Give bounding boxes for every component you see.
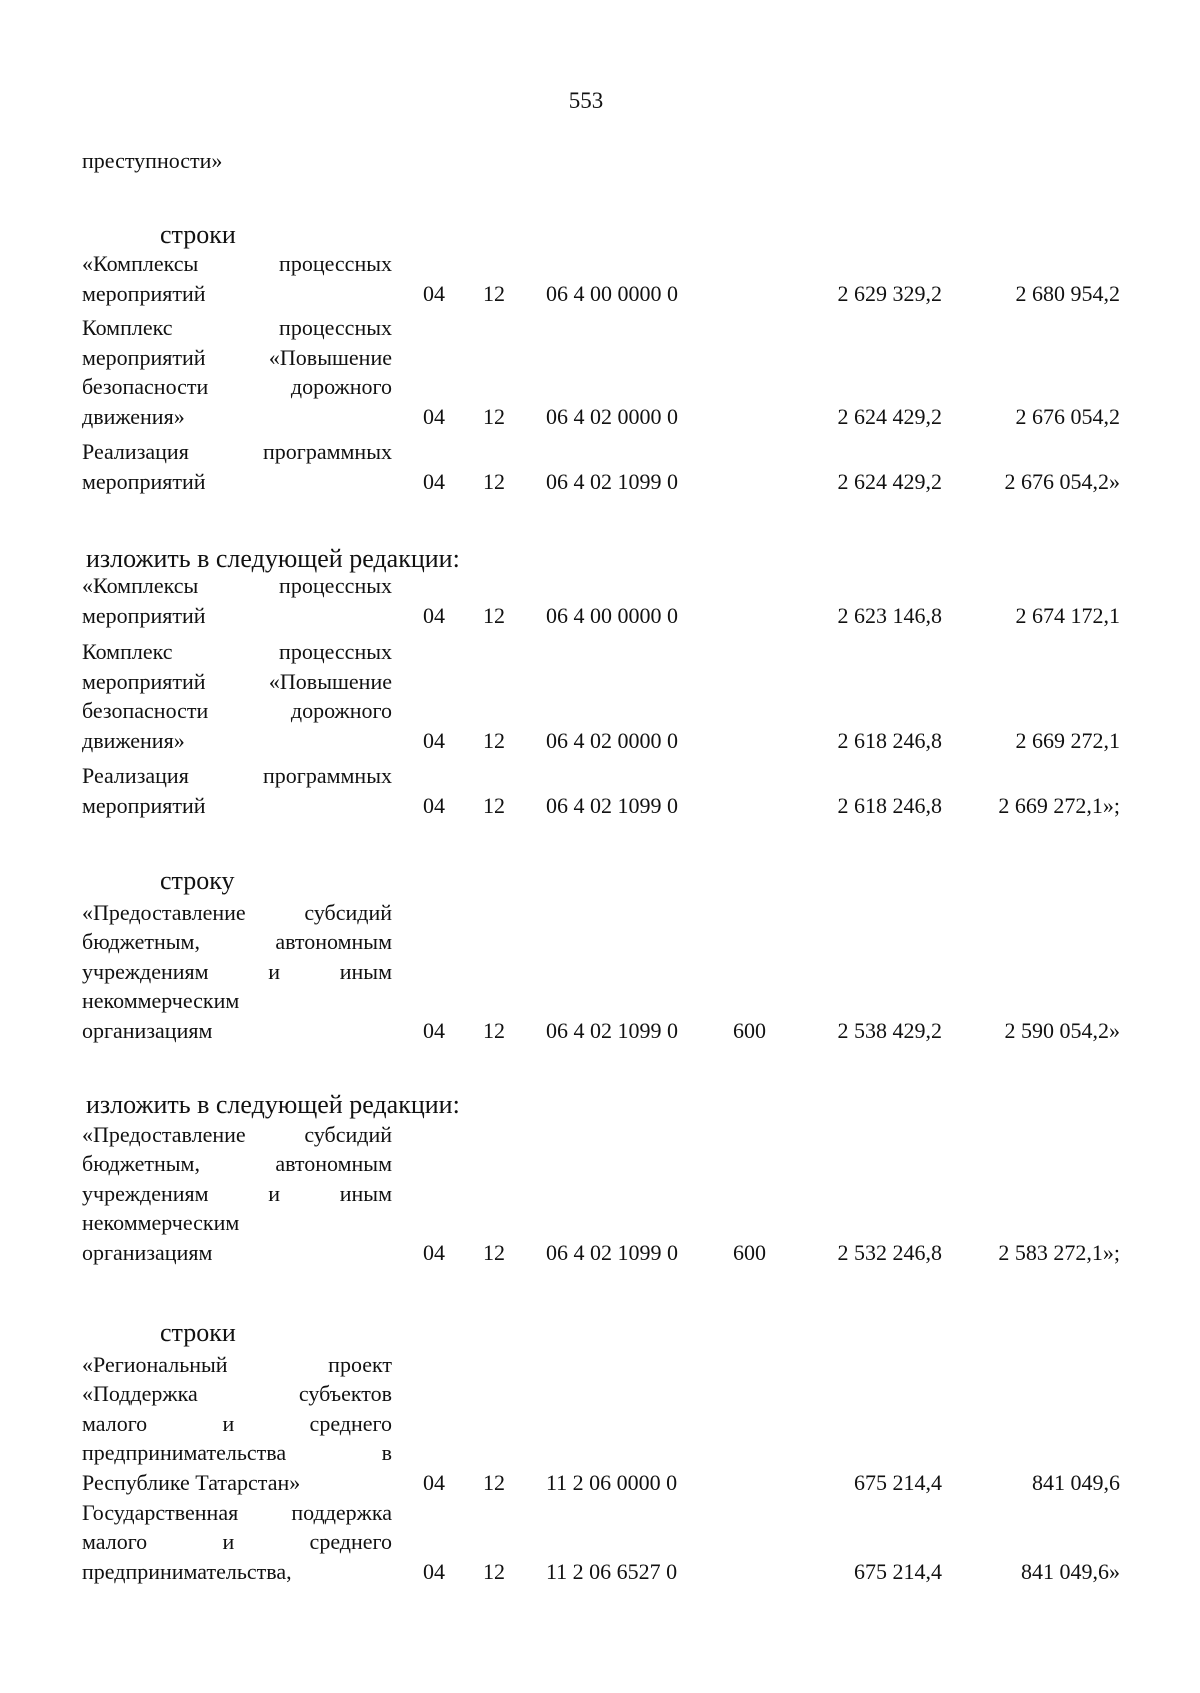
section-heading: строки	[160, 1318, 236, 1347]
budget-row	[0, 763, 1200, 820]
amount-year-2: 2 583 272,1»;	[998, 1239, 1120, 1265]
row-name-line: «Предоставление субсидий	[82, 1121, 392, 1147]
subsection-code: 12	[483, 468, 505, 494]
row-name-line: «Поддержка субъектов	[82, 1381, 392, 1406]
target-article-code: 06 4 02 1099 0	[546, 1017, 678, 1043]
row-name-line: мероприятий	[82, 280, 206, 306]
subsection-code: 12	[483, 1558, 505, 1584]
budget-row	[0, 899, 1200, 1045]
row-name	[82, 637, 392, 755]
amount-year-1: 675 214,4	[854, 1469, 942, 1495]
budget-row	[0, 573, 1200, 630]
row-name-line: мероприятий «Повышение	[82, 668, 392, 694]
row-name-line: «Региональный проект	[82, 1351, 392, 1377]
amount-year-2: 2 676 054,2»	[1004, 468, 1120, 494]
row-name-line: Реализация программных	[82, 439, 392, 464]
amount-year-2: 2 676 054,2	[1015, 403, 1120, 429]
subsection-code: 12	[483, 403, 505, 429]
subsection-code: 12	[483, 1469, 505, 1495]
subsection-code: 12	[483, 280, 505, 306]
target-article-code: 06 4 02 1099 0	[546, 792, 678, 818]
row-name	[82, 1120, 392, 1268]
expense-type-code: 600	[733, 1239, 766, 1265]
section-heading: изложить в следующей редакции:	[86, 1090, 460, 1119]
budget-row	[0, 315, 1200, 431]
budget-row	[0, 1121, 1200, 1267]
budget-row	[0, 1351, 1200, 1497]
amount-year-1: 2 629 329,2	[837, 280, 942, 306]
section-code: 04	[423, 1017, 445, 1043]
target-article-code: 11 2 06 0000 0	[546, 1469, 678, 1495]
row-name	[82, 898, 392, 1046]
amount-year-2: 2 680 954,2	[1015, 280, 1120, 306]
budget-row	[0, 439, 1200, 496]
amount-year-1: 675 214,4	[854, 1558, 942, 1584]
amount-year-2: 2 590 054,2»	[1004, 1017, 1120, 1043]
amount-year-1: 2 618 246,8	[837, 727, 942, 753]
target-article-code: 11 2 06 6527 0	[546, 1558, 678, 1584]
amount-year-1: 2 538 429,2	[837, 1017, 942, 1043]
row-name-line: мероприятий	[82, 468, 206, 494]
row-name-line: Комплекс процессных	[82, 315, 392, 340]
target-article-code: 06 4 02 1099 0	[546, 1239, 678, 1265]
section-code: 04	[423, 1558, 445, 1584]
row-name-line: малого и среднего	[82, 1529, 392, 1554]
subsection-code: 12	[483, 792, 505, 818]
section-code: 04	[423, 727, 445, 753]
row-name-line: мероприятий	[82, 792, 206, 818]
row-name	[82, 437, 392, 496]
row-name-line: некоммерческим	[82, 988, 240, 1013]
row-name-line: безопасности дорожного	[82, 698, 392, 723]
budget-row	[0, 1499, 1200, 1586]
row-name	[82, 761, 392, 820]
amount-year-1: 2 624 429,2	[837, 468, 942, 494]
preceding-text: преступности»	[82, 148, 223, 173]
row-name-line: Реализация программных	[82, 763, 392, 788]
row-name	[82, 1498, 392, 1587]
amount-year-1: 2 623 146,8	[837, 602, 942, 628]
amount-year-2: 2 674 172,1	[1015, 602, 1120, 628]
row-name-line: мероприятий «Повышение	[82, 344, 392, 370]
row-name	[82, 571, 392, 630]
row-name-line: Государственная поддержка	[82, 1499, 392, 1525]
amount-year-1: 2 532 246,8	[837, 1239, 942, 1265]
section-heading: строки	[160, 220, 236, 249]
row-name-line: движения»	[82, 403, 185, 429]
row-name-line: Республике Татарстан»	[82, 1469, 301, 1495]
row-name-line: предпринимательства в	[82, 1440, 392, 1465]
row-name-line: движения»	[82, 727, 185, 753]
row-name-line: «Предоставление субсидий	[82, 899, 392, 925]
target-article-code: 06 4 02 1099 0	[546, 468, 678, 494]
row-name-line: некоммерческим	[82, 1210, 240, 1235]
subsection-code: 12	[483, 1017, 505, 1043]
amount-year-1: 2 624 429,2	[837, 403, 942, 429]
row-name-line: учреждениям и иным	[82, 1180, 392, 1206]
budget-row	[0, 251, 1200, 308]
row-name-line: мероприятий	[82, 602, 206, 628]
target-article-code: 06 4 02 0000 0	[546, 403, 678, 429]
amount-year-2: 841 049,6»	[1021, 1558, 1120, 1584]
target-article-code: 06 4 00 0000 0	[546, 280, 678, 306]
section-code: 04	[423, 468, 445, 494]
section-heading: изложить в следующей редакции:	[86, 544, 460, 573]
row-name-line: бюджетным, автономным	[82, 929, 392, 954]
expense-type-code: 600	[733, 1017, 766, 1043]
section-code: 04	[423, 403, 445, 429]
row-name-line: Комплекс процессных	[82, 639, 392, 664]
row-name-line: организациям	[82, 1017, 213, 1043]
section-code: 04	[423, 602, 445, 628]
row-name-line: бюджетным, автономным	[82, 1151, 392, 1176]
row-name	[82, 249, 392, 308]
amount-year-2: 2 669 272,1»;	[998, 792, 1120, 818]
amount-year-1: 2 618 246,8	[837, 792, 942, 818]
row-name-line: безопасности дорожного	[82, 374, 392, 399]
row-name	[82, 313, 392, 431]
target-article-code: 06 4 02 0000 0	[546, 727, 678, 753]
row-name-line: учреждениям и иным	[82, 958, 392, 984]
row-name-line: организациям	[82, 1239, 213, 1265]
amount-year-2: 841 049,6	[1032, 1469, 1120, 1495]
subsection-code: 12	[483, 602, 505, 628]
subsection-code: 12	[483, 727, 505, 753]
section-code: 04	[423, 1239, 445, 1265]
amount-year-2: 2 669 272,1	[1015, 727, 1120, 753]
target-article-code: 06 4 00 0000 0	[546, 602, 678, 628]
row-name-line: «Комплексы процессных	[82, 573, 392, 598]
section-code: 04	[423, 1469, 445, 1495]
budget-row	[0, 639, 1200, 755]
section-heading: строку	[160, 866, 235, 895]
section-code: 04	[423, 280, 445, 306]
row-name	[82, 1350, 392, 1498]
subsection-code: 12	[483, 1239, 505, 1265]
section-code: 04	[423, 792, 445, 818]
row-name-line: «Комплексы процессных	[82, 251, 392, 276]
row-name-line: предпринимательства,	[82, 1558, 292, 1584]
page-number: 553	[568, 88, 604, 113]
row-name-line: малого и среднего	[82, 1410, 392, 1436]
